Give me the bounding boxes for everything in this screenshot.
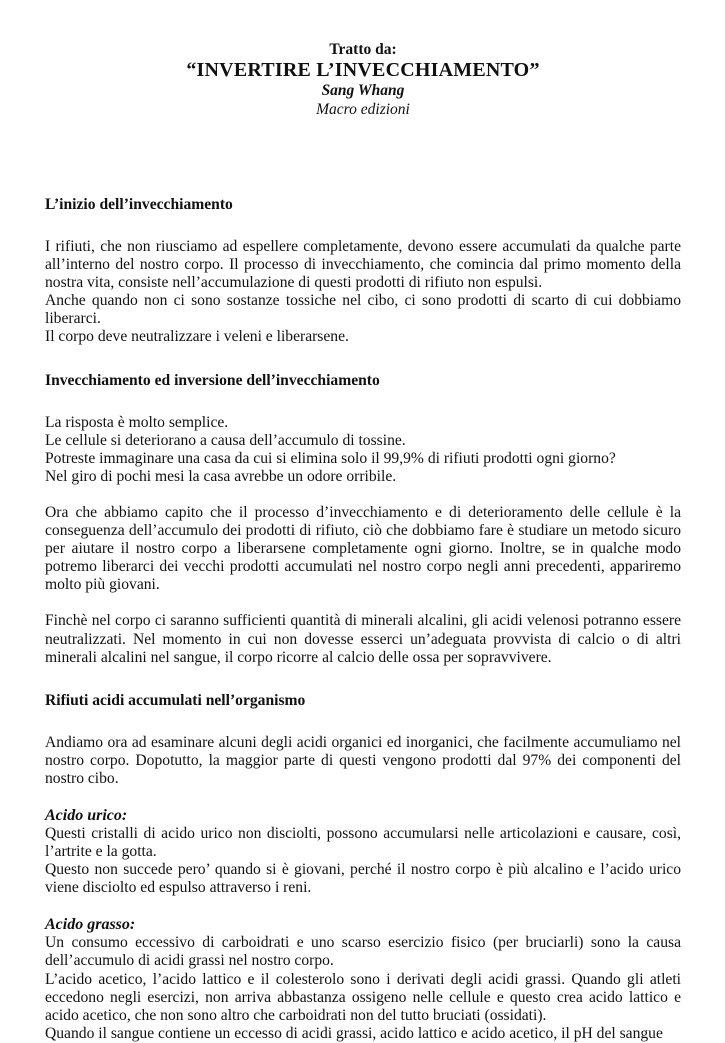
paragraph: Ora che abbiamo capito che il processo d’invecchiamento e di deterioramento delle cellule è la conseguenza dell’accumulo dei prodotti di rifiuto, ciò che dobbiamo fare è studiare un metodo sicuro per aiutare il nostro corpo a liberarsene completamente ogni giorno. Inoltre, se in qualche modo potremo liberarci dei vecchi prodotti accumulati nel nostro corpo negli anni precedenti, appariremo molto più giovani.: [45, 503, 681, 594]
header-pretitle: Tratto da:: [329, 41, 397, 58]
paragraph: Il corpo deve neutralizzare i veleni e liberarsene.: [45, 328, 349, 346]
paragraph: Le cellule si deteriorano a causa dell’accumulo di tossine.: [45, 431, 406, 449]
subheading-acido-grasso: Acido grasso:: [45, 916, 136, 934]
subheading-acido-urico: Acido urico:: [45, 806, 128, 824]
paragraph: L’acido acetico, l’acido lattico e il colesterolo sono i derivati degli acidi grassi. Quando gli atleti eccedono negli esercizi, non arriva abbastanza ossigeno nelle cellule e questo crea acido lattico e acido acetico, che non sono altro che carboidrati non del tutto bruciati (ossidati).: [45, 970, 681, 1024]
section-heading-inizio: L’inizio dell’invecchiamento: [45, 196, 233, 213]
section-heading-inversione: Invecchiamento ed inversione dell’invecchiamento: [45, 371, 380, 389]
paragraph: Questo non succede pero’ quando si è giovani, perché il nostro corpo è più alcalino e l’acido urico viene disciolto ed espulso attraverso i reni.: [45, 861, 681, 897]
book-publisher: Macro edizioni: [316, 101, 410, 118]
paragraph: Quando il sangue contiene un eccesso di acidi grassi, acido lattico e acido acetico, il pH del sangue: [45, 1024, 663, 1042]
paragraph: Andiamo ora ad esaminare alcuni degli acidi organici ed inorganici, che facilmente accumuliamo nel nostro corpo. Dopotutto, la maggior parte di questi vengono prodotti dal 97% dei componenti del nostro cibo.: [45, 733, 681, 787]
book-title: “INVERTIRE L’INVECCHIAMENTO”: [186, 59, 540, 81]
paragraph: I rifiuti, che non riusciamo ad espellere completamente, devono essere accumulati da qualche parte all’interno del nostro corpo. Il processo di invecchiamento, che comincia dal primo momento della nostra vita, consiste nell’accumulazione di questi prodotti di rifiuto non espulsi.: [45, 238, 681, 292]
document-header: [45, 40, 681, 119]
document-page: [45, 40, 681, 1043]
paragraph: Nel giro di pochi mesi la casa avrebbe un odore orribile.: [45, 467, 397, 485]
paragraph: Finchè nel corpo ci saranno sufficienti quantità di minerali alcalini, gli acidi velenosi potranno essere neutralizzati. Nel momento in cui non dovesse esserci un’adeguata provvista di calcio o di altri minerali alcalini nel sangue, il corpo ricorre al calcio delle ossa per sopravvivere.: [45, 612, 681, 666]
paragraph: Potreste immaginare una casa da cui si elimina solo il 99,9% di rifiuti prodotti ogni giorno?: [45, 449, 616, 467]
paragraph: La risposta è molto semplice.: [45, 413, 229, 431]
paragraph: Anche quando non ci sono sostanze tossiche nel cibo, ci sono prodotti di scarto di cui dobbiamo liberarci.: [45, 292, 681, 328]
paragraph: Un consumo eccessivo di carboidrati e uno scarso esercizio fisico (per bruciarli) sono la causa dell’accumulo di acidi grassi nel nostro corpo.: [45, 934, 681, 970]
section-heading-rifiuti: Rifiuti acidi accumulati nell’organismo: [45, 691, 306, 709]
book-author: Sang Whang: [321, 82, 405, 99]
paragraph: Questi cristalli di acido urico non disciolti, possono accumularsi nelle articolazioni e causare, così, l’artrite e la gotta.: [45, 824, 681, 861]
